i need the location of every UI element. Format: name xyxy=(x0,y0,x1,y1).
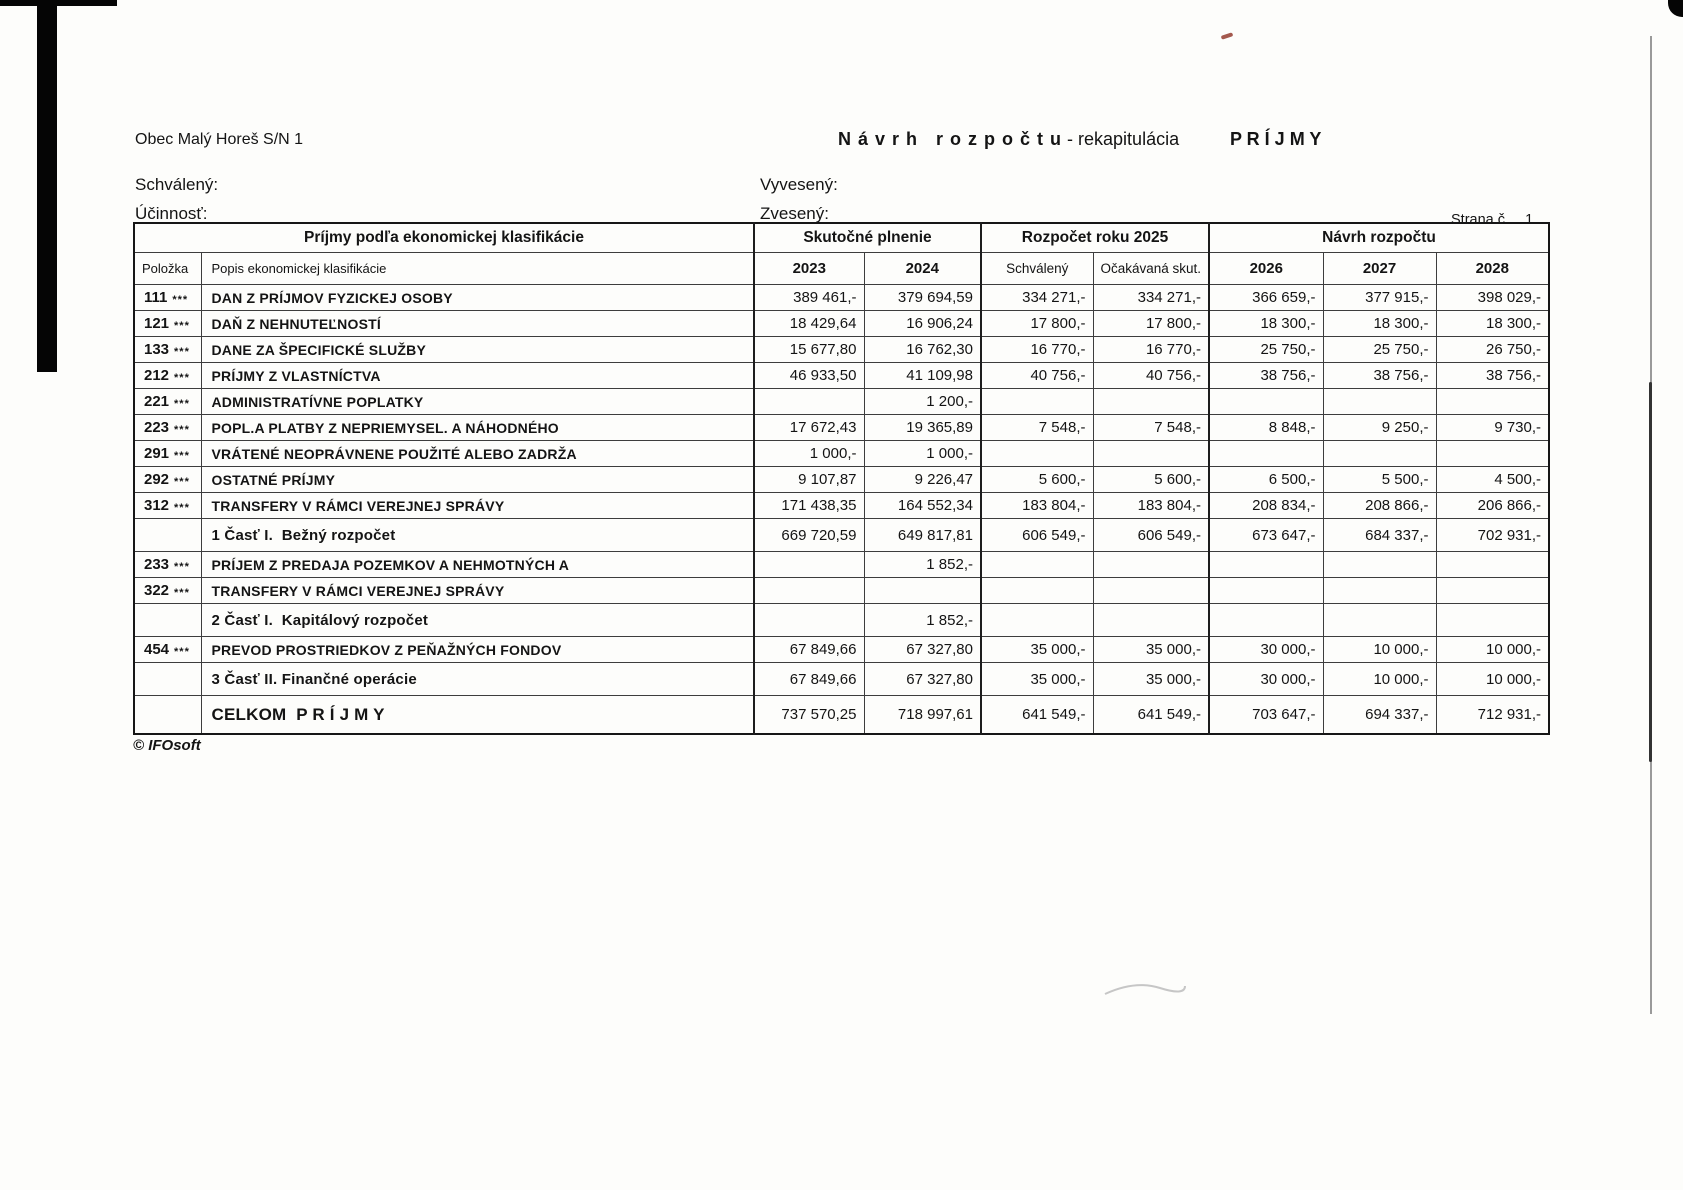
cell-2028: 10 000,- xyxy=(1436,663,1549,696)
cell-2023: 67 849,66 xyxy=(754,637,864,663)
cell-description: DAŇ Z NEHNUTEĽNOSTÍ xyxy=(201,311,754,337)
taken-down-label: Zvesený: xyxy=(760,204,829,223)
cell-2023: 67 849,66 xyxy=(754,663,864,696)
cell-item-code: 221 *** xyxy=(134,389,201,415)
cell-expected xyxy=(1093,604,1209,637)
cell-2024: 41 109,98 xyxy=(864,363,981,389)
cell-expected: 606 549,- xyxy=(1093,519,1209,552)
cell-item-code: 291 *** xyxy=(134,441,201,467)
pencil-squiggle xyxy=(1100,972,1190,1002)
cell-2027: 10 000,- xyxy=(1323,637,1436,663)
cell-2028 xyxy=(1436,552,1549,578)
col-header-2026: 2026 xyxy=(1209,253,1323,285)
cell-item-code: 312 *** xyxy=(134,493,201,519)
cell-2026 xyxy=(1209,389,1323,415)
cell-expected xyxy=(1093,389,1209,415)
cell-expected: 16 770,- xyxy=(1093,337,1209,363)
cell-description: POPL.A PLATBY Z NEPRIEMYSEL. A NÁHODNÉHO xyxy=(201,415,754,441)
cell-description: ADMINISTRATÍVNE POPLATKY xyxy=(201,389,754,415)
cell-approved: 334 271,- xyxy=(981,285,1093,311)
cell-2024: 16 762,30 xyxy=(864,337,981,363)
cell-2028: 26 750,- xyxy=(1436,337,1549,363)
title-subtitle: - rekapitulácia xyxy=(1062,129,1180,149)
cell-2026: 208 834,- xyxy=(1209,493,1323,519)
cell-description: DAN Z PRÍJMOV FYZICKEJ OSOBY xyxy=(201,285,754,311)
table-row xyxy=(134,519,1549,552)
table-group-header-row xyxy=(134,223,1549,253)
cell-2024: 1 852,- xyxy=(864,604,981,637)
cell-2026 xyxy=(1209,578,1323,604)
software-copyright: © IFOsoft xyxy=(133,737,201,754)
cell-2023: 18 429,64 xyxy=(754,311,864,337)
cell-description: 2 Časť I. Kapitálový rozpočet xyxy=(201,604,754,637)
cell-2024: 379 694,59 xyxy=(864,285,981,311)
effective-label: Účinnosť: xyxy=(135,204,208,223)
title-main: N á v r h r o z p o č t u xyxy=(838,129,1063,149)
cell-2028 xyxy=(1436,578,1549,604)
cell-2026: 30 000,- xyxy=(1209,637,1323,663)
cell-2027: 18 300,- xyxy=(1323,311,1436,337)
cell-2023: 9 107,87 xyxy=(754,467,864,493)
cell-item-code: 212 *** xyxy=(134,363,201,389)
table-row xyxy=(134,552,1549,578)
cell-2024: 1 852,- xyxy=(864,552,981,578)
cell-2023: 46 933,50 xyxy=(754,363,864,389)
col-header-2028: 2028 xyxy=(1436,253,1549,285)
cell-2027 xyxy=(1323,604,1436,637)
table-body xyxy=(134,285,1549,735)
cell-2028: 38 756,- xyxy=(1436,363,1549,389)
cell-2027 xyxy=(1323,552,1436,578)
cell-expected xyxy=(1093,441,1209,467)
table-row xyxy=(134,696,1549,735)
cell-2024: 9 226,47 xyxy=(864,467,981,493)
title-income-label: P R Í J M Y xyxy=(1230,129,1322,149)
cell-2023: 669 720,59 xyxy=(754,519,864,552)
cell-2026: 30 000,- xyxy=(1209,663,1323,696)
cell-2026: 38 756,- xyxy=(1209,363,1323,389)
cell-item-code: 292 *** xyxy=(134,467,201,493)
cell-2024: 164 552,34 xyxy=(864,493,981,519)
cell-approved: 40 756,- xyxy=(981,363,1093,389)
cell-2023: 737 570,25 xyxy=(754,696,864,735)
cell-2026: 6 500,- xyxy=(1209,467,1323,493)
cell-2027: 25 750,- xyxy=(1323,337,1436,363)
col-header-expected: Očakávaná skut. xyxy=(1093,253,1209,285)
table-row xyxy=(134,578,1549,604)
cell-2028 xyxy=(1436,604,1549,637)
cell-2028: 10 000,- xyxy=(1436,637,1549,663)
cell-item-code: 454 *** xyxy=(134,637,201,663)
cell-2023 xyxy=(754,578,864,604)
cell-2028: 4 500,- xyxy=(1436,467,1549,493)
cell-item-code: 223 *** xyxy=(134,415,201,441)
cell-2027: 694 337,- xyxy=(1323,696,1436,735)
col-header-2024: 2024 xyxy=(864,253,981,285)
cell-2027: 377 915,- xyxy=(1323,285,1436,311)
group-header-proposal: Návrh rozpočtu xyxy=(1209,223,1549,253)
cell-2024: 67 327,80 xyxy=(864,637,981,663)
cell-item-code xyxy=(134,519,201,552)
pen-mark xyxy=(1221,32,1234,40)
cell-approved xyxy=(981,389,1093,415)
table-row xyxy=(134,311,1549,337)
cell-2027: 684 337,- xyxy=(1323,519,1436,552)
cell-description: 1 Časť I. Bežný rozpočet xyxy=(201,519,754,552)
group-header-actual: Skutočné plnenie xyxy=(754,223,981,253)
cell-expected: 40 756,- xyxy=(1093,363,1209,389)
cell-2027: 9 250,- xyxy=(1323,415,1436,441)
cell-2028: 398 029,- xyxy=(1436,285,1549,311)
cell-2027 xyxy=(1323,441,1436,467)
cell-description: PRÍJMY Z VLASTNÍCTVA xyxy=(201,363,754,389)
cell-expected: 183 804,- xyxy=(1093,493,1209,519)
posted-label: Vyvesený: xyxy=(760,175,838,194)
cell-item-code: 322 *** xyxy=(134,578,201,604)
cell-description: PREVOD PROSTRIEDKOV Z PEŇAŽNÝCH FONDOV xyxy=(201,637,754,663)
cell-approved xyxy=(981,604,1093,637)
scan-artifact-left-bar xyxy=(37,0,57,372)
col-header-2027: 2027 xyxy=(1323,253,1436,285)
cell-2028: 9 730,- xyxy=(1436,415,1549,441)
cell-2026: 703 647,- xyxy=(1209,696,1323,735)
cell-2023 xyxy=(754,552,864,578)
cell-description: PRÍJEM Z PREDAJA POZEMKOV A NEHMOTNÝCH A xyxy=(201,552,754,578)
cell-approved xyxy=(981,578,1093,604)
cell-2024: 649 817,81 xyxy=(864,519,981,552)
cell-2027 xyxy=(1323,389,1436,415)
cell-2028: 18 300,- xyxy=(1436,311,1549,337)
cell-2027: 5 500,- xyxy=(1323,467,1436,493)
cell-approved xyxy=(981,552,1093,578)
cell-2024: 1 200,- xyxy=(864,389,981,415)
cell-2024: 718 997,61 xyxy=(864,696,981,735)
page-number: Strana č. 1 xyxy=(1451,212,1534,228)
cell-2026 xyxy=(1209,441,1323,467)
cell-description: CELKOM P R Í J M Y xyxy=(201,696,754,735)
table-row xyxy=(134,389,1549,415)
cell-2023: 389 461,- xyxy=(754,285,864,311)
cell-expected: 35 000,- xyxy=(1093,663,1209,696)
table-row xyxy=(134,285,1549,311)
cell-2024 xyxy=(864,578,981,604)
cell-approved: 183 804,- xyxy=(981,493,1093,519)
cell-approved: 35 000,- xyxy=(981,637,1093,663)
cell-approved: 35 000,- xyxy=(981,663,1093,696)
scan-artifact-top-strip xyxy=(0,0,117,6)
cell-approved: 641 549,- xyxy=(981,696,1093,735)
organization-name: Obec Malý Horeš S/N 1 xyxy=(135,131,304,148)
table-row xyxy=(134,415,1549,441)
scan-artifact-corner xyxy=(1668,0,1683,17)
table-row xyxy=(134,604,1549,637)
cell-expected: 7 548,- xyxy=(1093,415,1209,441)
cell-description: 3 Časť II. Finančné operácie xyxy=(201,663,754,696)
approved-label: Schválený: xyxy=(135,175,219,194)
cell-2028: 712 931,- xyxy=(1436,696,1549,735)
group-header-classification: Príjmy podľa ekonomickej klasifikácie xyxy=(134,223,754,253)
cell-description: TRANSFERY V RÁMCI VEREJNEJ SPRÁVY xyxy=(201,578,754,604)
cell-2023: 1 000,- xyxy=(754,441,864,467)
cell-2027: 208 866,- xyxy=(1323,493,1436,519)
cell-2027: 10 000,- xyxy=(1323,663,1436,696)
cell-2026: 25 750,- xyxy=(1209,337,1323,363)
cell-2026 xyxy=(1209,604,1323,637)
budget-table xyxy=(133,222,1550,735)
cell-approved: 606 549,- xyxy=(981,519,1093,552)
cell-2027: 38 756,- xyxy=(1323,363,1436,389)
cell-2024: 1 000,- xyxy=(864,441,981,467)
cell-2023: 171 438,35 xyxy=(754,493,864,519)
cell-expected xyxy=(1093,552,1209,578)
cell-2026 xyxy=(1209,552,1323,578)
cell-item-code xyxy=(134,663,201,696)
table-row xyxy=(134,637,1549,663)
table-row xyxy=(134,337,1549,363)
cell-2028: 702 931,- xyxy=(1436,519,1549,552)
cell-item-code: 111 *** xyxy=(134,285,201,311)
cell-2028 xyxy=(1436,441,1549,467)
cell-2023: 15 677,80 xyxy=(754,337,864,363)
cell-description: VRÁTENÉ NEOPRÁVNENE POUŽITÉ ALEBO ZADRŽA xyxy=(201,441,754,467)
cell-expected: 17 800,- xyxy=(1093,311,1209,337)
cell-item-code: 233 *** xyxy=(134,552,201,578)
table-row xyxy=(134,363,1549,389)
cell-expected: 334 271,- xyxy=(1093,285,1209,311)
cell-2028: 206 866,- xyxy=(1436,493,1549,519)
cell-2024: 19 365,89 xyxy=(864,415,981,441)
cell-expected xyxy=(1093,578,1209,604)
col-header-approved: Schválený xyxy=(981,253,1093,285)
cell-2023: 17 672,43 xyxy=(754,415,864,441)
cell-expected: 5 600,- xyxy=(1093,467,1209,493)
cell-expected: 35 000,- xyxy=(1093,637,1209,663)
cell-description: TRANSFERY V RÁMCI VEREJNEJ SPRÁVY xyxy=(201,493,754,519)
cell-description: DANE ZA ŠPECIFICKÉ SLUŽBY xyxy=(201,337,754,363)
cell-approved: 7 548,- xyxy=(981,415,1093,441)
cell-expected: 641 549,- xyxy=(1093,696,1209,735)
col-header-2023: 2023 xyxy=(754,253,864,285)
cell-2027 xyxy=(1323,578,1436,604)
table-column-header-row xyxy=(134,253,1549,285)
cell-2024: 16 906,24 xyxy=(864,311,981,337)
cell-2028 xyxy=(1436,389,1549,415)
cell-approved xyxy=(981,441,1093,467)
cell-item-code: 121 *** xyxy=(134,311,201,337)
cell-approved: 5 600,- xyxy=(981,467,1093,493)
cell-2023 xyxy=(754,389,864,415)
table-row xyxy=(134,441,1549,467)
cell-2026: 8 848,- xyxy=(1209,415,1323,441)
cell-2026: 366 659,- xyxy=(1209,285,1323,311)
cell-2026: 18 300,- xyxy=(1209,311,1323,337)
cell-item-code xyxy=(134,696,201,735)
table-row xyxy=(134,663,1549,696)
col-header-item: Položka xyxy=(134,253,201,285)
group-header-budget-2025: Rozpočet roku 2025 xyxy=(981,223,1209,253)
cell-description: OSTATNÉ PRÍJMY xyxy=(201,467,754,493)
cell-2023 xyxy=(754,604,864,637)
cell-approved: 16 770,- xyxy=(981,337,1093,363)
cell-approved: 17 800,- xyxy=(981,311,1093,337)
col-header-description: Popis ekonomickej klasifikácie xyxy=(201,253,754,285)
scan-artifact-right-line-dark xyxy=(1649,382,1652,762)
cell-item-code: 133 *** xyxy=(134,337,201,363)
table-row xyxy=(134,467,1549,493)
document-title xyxy=(838,129,1179,150)
cell-2026: 673 647,- xyxy=(1209,519,1323,552)
table-row xyxy=(134,493,1549,519)
cell-item-code xyxy=(134,604,201,637)
cell-2024: 67 327,80 xyxy=(864,663,981,696)
